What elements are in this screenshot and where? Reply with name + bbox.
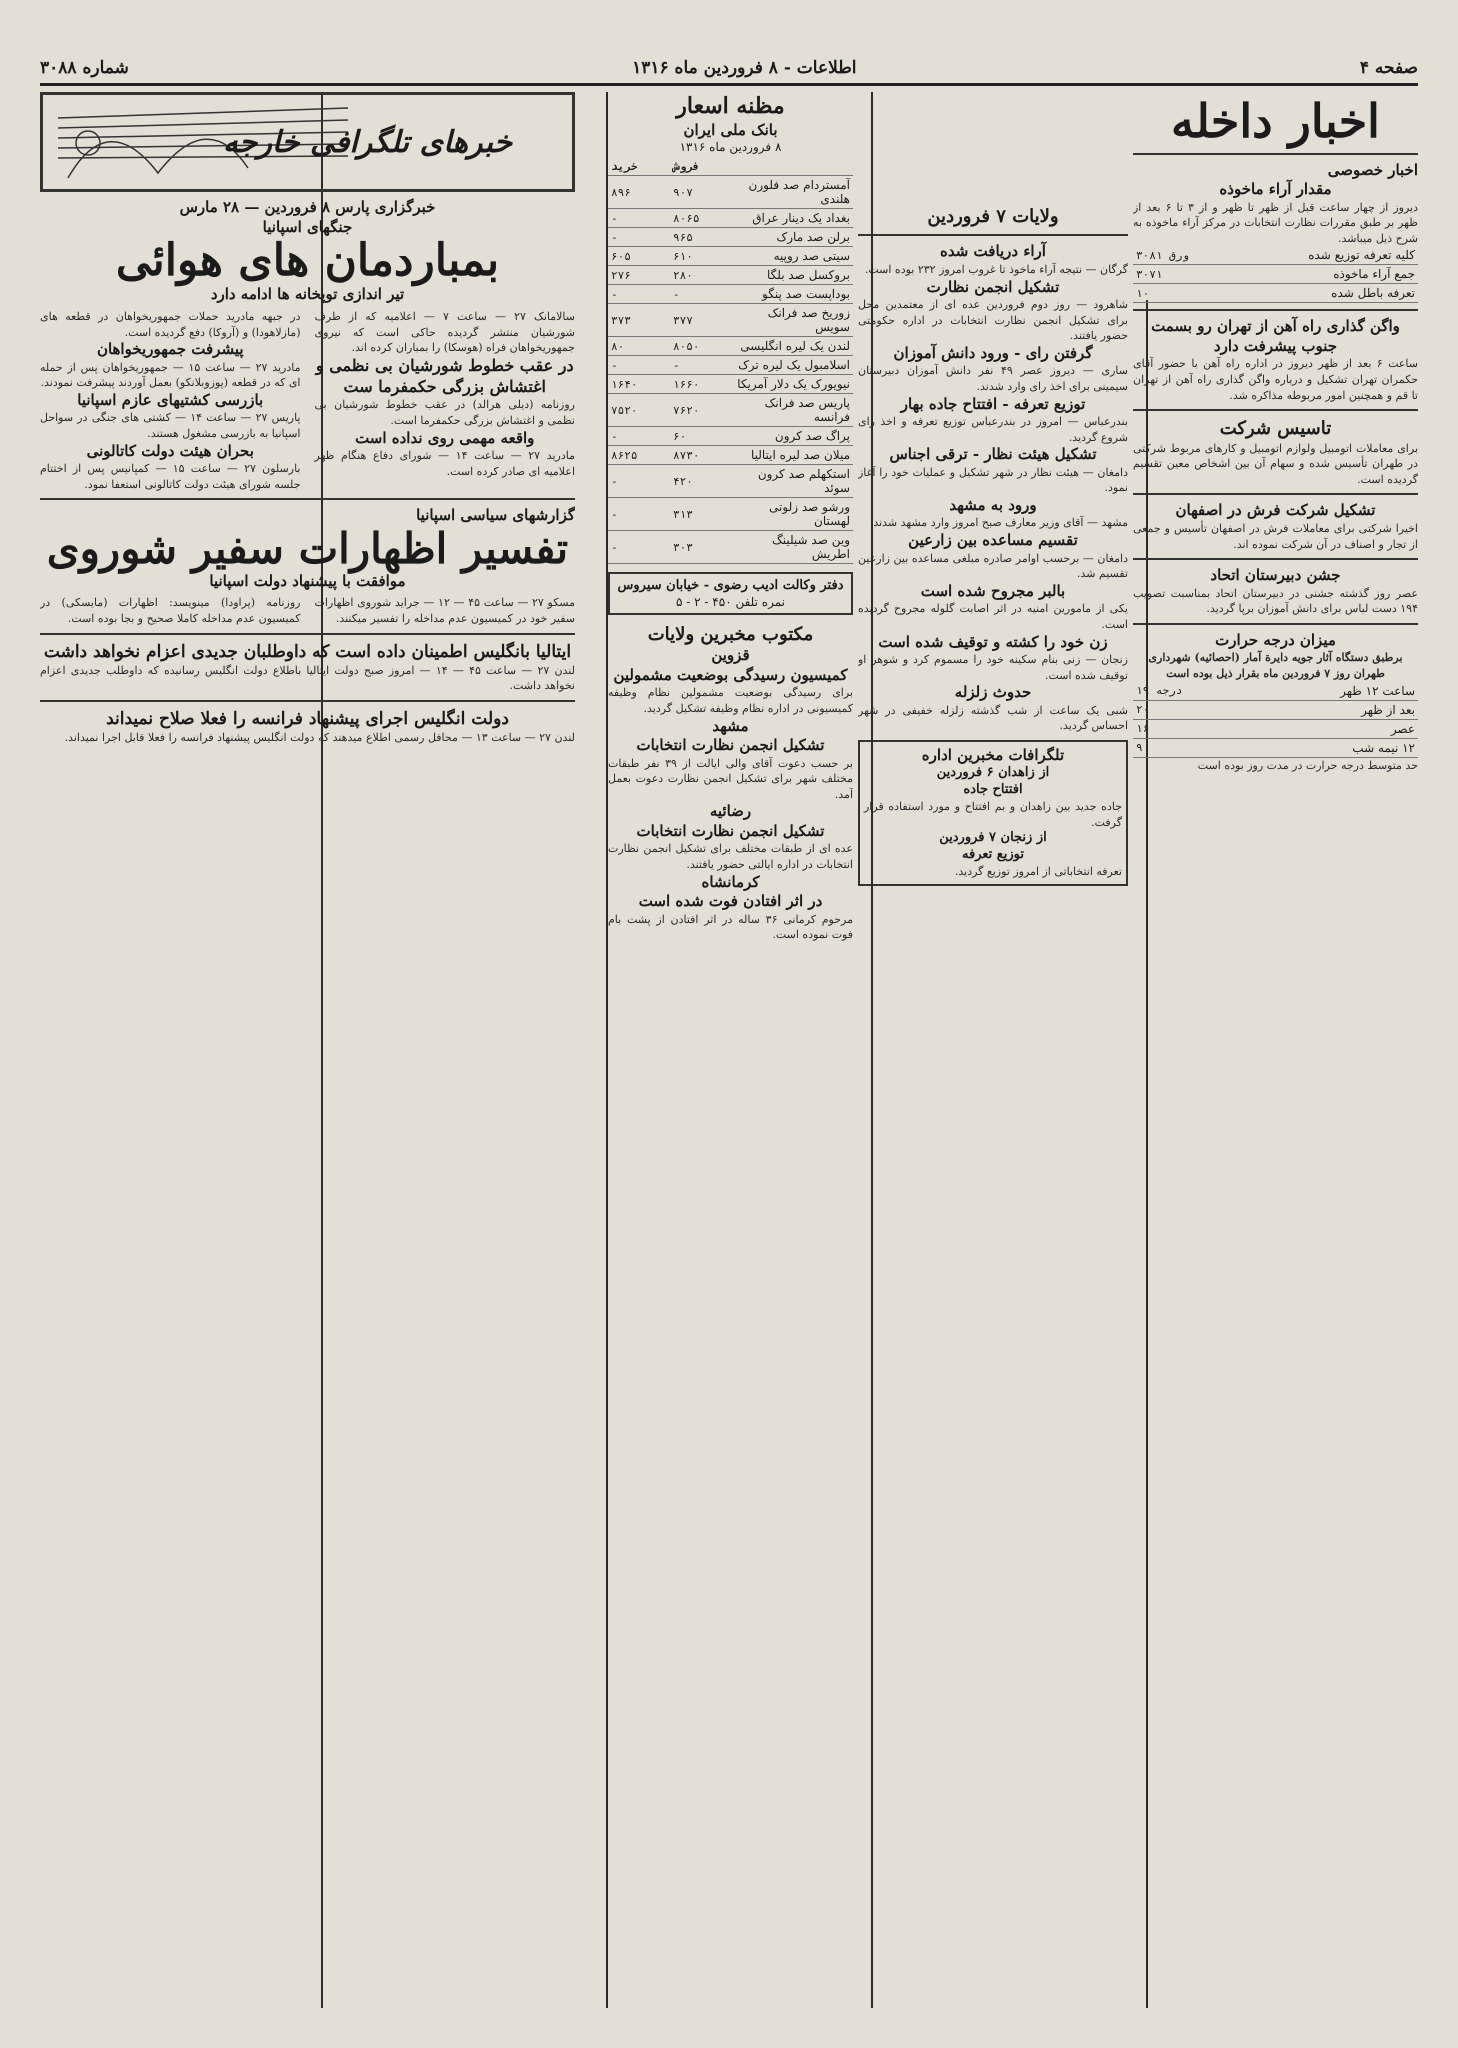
rezaieh-title: تشکیل انجمن نظارت انتخابات <box>636 821 825 840</box>
divider <box>1133 309 1418 311</box>
arrivals-body: مشهد — آقای وزیر معارف صبح امروز وارد مشهد شدند. <box>869 516 1128 530</box>
exchange-row: اسلامبول یک لیره ترک - - <box>608 356 853 375</box>
divider <box>1133 409 1418 411</box>
bombardment-body-2: در جبهه مادرید حملات جمهوریخواهان در قطعه های (مازلاهودا) و (آروکا) دفع گردیده است. <box>40 309 301 339</box>
exchange-row: پاریس صد فرانک فرانسه ۷۶۲۰ ۷۵۲۰ <box>608 394 853 427</box>
exchange-date: ۸ فروردین ماه ۱۳۱۶ <box>679 140 782 155</box>
agency-line: خبرگزاری پارس ۸ فروردین — ۲۸ مارس <box>179 198 436 216</box>
divider <box>1133 493 1418 495</box>
politics-title: گزارشهای سیاسی اسپانیا <box>416 506 575 525</box>
exchange-title: مظنه اسعار <box>676 93 785 119</box>
votes-body: دیروز از چهار ساعت قبل از ظهر تا ظهر و از ۳ تا ۶ بعد از ظهر بر طبق مقررات نظارت انتخابات در مرکز آراء ماخوذه به شرح ذیل میباشد. <box>1133 200 1418 245</box>
exchange-subtitle: بانک ملی ایران <box>683 120 778 139</box>
exchange-row: زوریخ صد فرانک سویس ۳۷۷ ۳۷۳ <box>608 304 853 337</box>
supervision-title: تشکیل انجمن نظارت <box>926 277 1060 296</box>
exchange-row: وین صد شیلینگ اطریش ۳۰۳ - <box>608 531 853 564</box>
catalonia-body: بارسلون ۲۷ — ساعت ۱۵ — کمپانیس پس از اختتام جلسه شورای هیئت دولت کاتالونی استعفا نمود. <box>40 462 301 491</box>
foreign-subcolumns-2 <box>40 595 575 626</box>
mashhad-title: تشکیل انجمن نظارت انتخابات <box>636 736 825 755</box>
exchange-row: بوداپست صد پنگو - - <box>608 285 853 304</box>
mashhad-dateline: مشهد <box>712 716 749 735</box>
qazvin-title: کمیسیون رسیدگی بوضعیت مشمولین <box>613 665 848 684</box>
mashhad-body: بر حسب دعوت آقای والی ایالت از ۳۹ نفر طبقات مختلف شهر برای تشکیل انجمن نظارت دعوت بعمل آمد. <box>608 756 853 801</box>
divider <box>858 234 1128 236</box>
republic-title: پیشرفت جمهوریخواهان <box>96 340 244 359</box>
table-row: تعرفه باطل شده ۱۰ <box>1133 284 1418 303</box>
table-row: کلیه تعرفه توزیع شده ۳۰۸۱ ورق <box>1133 246 1418 265</box>
railway-title: واگن گذاری راه آهن از تهران رو بسمت جنوب پیشرفت دارد <box>1151 317 1400 355</box>
soviet-body-2: روزنامه (پراودا) مینویسد: اظهارات (مایسکی) در کمیسیون عدم مداخله کاملا صحیح و بجا بوده است. <box>40 596 301 626</box>
telegrams-title: تلگرافات مخبرین اداره <box>921 745 1065 764</box>
school-title: جشن دبیرستان اتحاد <box>1210 566 1341 585</box>
zahedan-dateline: از زاهدان ۶ فروردین <box>936 765 1050 781</box>
weather-subtitle: برطبق دستگاه آثار جویه دایرة آمار (احصائیه) شهرداری طهران روز ۷ فروردین ماه بقرار ذیل بوده است <box>1148 651 1403 681</box>
exchange-row: نیویورک یک دلار آمریکا ۱۶۶۰ ۱۶۴۰ <box>608 375 853 394</box>
exchange-row: پراگ صد کرون ۶۰ - <box>608 427 853 446</box>
carpet-body: اخیرا شرکتی برای معاملات فرش در اصفهان تأسیس و جمعی از تجار و اصناف در آن شرکت نموده اند. <box>1133 521 1418 551</box>
divider <box>1133 623 1418 625</box>
domestic-masthead: اخبار داخله <box>1171 94 1380 148</box>
foreign-banner-title: خبرهای تلگرافی خارجه <box>222 124 513 160</box>
company-body: برای معاملات اتومبیل ولوازم اتومبیل و کارهای مربوط شرکتی در طهران تأسیس شده و سهام آن بین اشخاص معین تقسیم گردیده است. <box>1133 441 1418 486</box>
table-row: عصر ۱۶ <box>1133 719 1418 738</box>
headline-bombardment: بمباردمان های هوائی <box>115 235 500 286</box>
weather-footer: حد متوسط درجه حرارت در مدت روز بوده است <box>1197 758 1418 772</box>
exchange-row: بغداد یک دینار عراق ۸۰۶۵ - <box>608 209 853 228</box>
exchange-row: آمستردام صد فلورن هلندی ۹۰۷ ۸۹۶ <box>608 176 853 209</box>
carpet-title: تشکیل شرکت فرش در اصفهان <box>1175 501 1376 520</box>
arrivals-title: ورود به مشهد <box>949 495 1037 514</box>
qazvin-body: برای رسیدگی بوضعیت مشمولین نظام وظیفه کمیسیونی در اداره نظام وظیفه تشکیل گردید. <box>608 686 853 715</box>
running-header <box>40 52 1418 86</box>
table-header: فروش خرید <box>608 158 853 176</box>
exchange-row: سیتی صد روپیه ۶۱۰ ۶۰۵ <box>608 247 853 266</box>
important-title: واقعه مهمی روی نداده است <box>355 428 535 447</box>
exchange-row: برلن صد مارک ۹۶۵ - <box>608 228 853 247</box>
kermanshah-title: در اثر افتادن فوت شده است <box>638 892 823 911</box>
rezaieh-body: عده ای از طبقات مختلف برای تشکیل انجمن نظارت انتخابات در اداره ایالتی حضور یافتند. <box>608 842 853 872</box>
rezaieh-dateline: رضائیه <box>709 802 752 821</box>
rebels-body: روزنامه (دیلی هرالد) در عقب خطوط شورشیان بی نظمی و اغتشاش بزرگی حکمفرما است. <box>314 398 575 427</box>
kermanshah-body: مرحوم کرمانی ۳۶ ساله در اثر افتادن از پشت بام فوت نموده است. <box>608 912 853 942</box>
exchange-row: لندن یک لیره انگلیسی ۸۰۵۰ ۸۰ <box>608 337 853 356</box>
divider <box>1133 558 1418 560</box>
provinces-column <box>858 205 1128 2008</box>
suicide-title: زن خود را کشته و توقیف شده است <box>878 632 1108 651</box>
newspaper-date: اطلاعات - ۸ فروردین ماه ۱۳۱۶ <box>632 57 857 78</box>
votes-title: مقدار آراء ماخوذه <box>1219 180 1332 199</box>
table-row: ساعت ۱۲ ظهر ۱۹ درجه <box>1133 682 1418 701</box>
exchange-rows <box>608 176 853 564</box>
foreign-banner <box>40 92 575 192</box>
soviet-body: مسکو ۲۷ — ساعت ۴۵ — ۱۲ — جراید شوروی اظهارات سفیر خود در کمیسیون عدم مداخله را تفسیر میکنند. <box>314 596 575 626</box>
subhead-spain-proposal: موافقت با پیشنهاد دولت اسپانیا <box>209 571 406 590</box>
ballot-body: بندرعباس — امروز در بندرعباس توزیع تعرفه و اخذ رای شروع گردید. <box>858 415 1128 444</box>
quake-title: حدوث زلزله <box>954 683 1032 702</box>
exchange-row: ورشو صد زلوتی لهستان ۳۱۳ - <box>608 498 853 531</box>
foreign-subcolumns-1 <box>40 309 575 492</box>
table-row: بعد از ظهر ۲۰ <box>1133 700 1418 719</box>
exchange-table <box>608 158 853 564</box>
votes-received-title: آراء دریافت شده <box>940 242 1046 261</box>
subhead-artillery: تیر اندازی توپخانه ها ادامه دارد <box>210 285 405 304</box>
ballot-title: توزیع تعرفه - افتتاح جاده بهار <box>900 394 1086 413</box>
school-body: عصر روز گذشته جشنی در دبیرستان اتحاد بمناسبت تصویب ۱۹۴ دست لباس برای دانش آموزان برپا گردید. <box>1133 586 1418 616</box>
france-body: لندن ۲۷ — ساعت ۱۳ — محافل رسمی اطلاع میدهند که دولت انگلیس پیشنهاد فرانسه را فعلا قابل اجرا نمیداند. <box>64 731 575 745</box>
farmers-title: تقسیم مساعده بین زارعین <box>908 531 1078 550</box>
votes-received-body: گرگان — نتیجه آراء ماخوذ تا غروب امروز ۲۳۲ بوده است. <box>864 262 1128 276</box>
bombardment-body: سالامانک ۲۷ — ساعت ۷ — اعلامیه که از طرف شورشیان منتشر گردیده حاکی است که نیروی جمهوریخواهان فراه (هوسکا) را بمباران کرده اند. <box>314 309 575 355</box>
telegrams-box <box>858 740 1128 886</box>
zanjan-dateline: از زنجان ۷ فروردین <box>939 830 1047 846</box>
office-title: دفتر وکالت ادیب رضوی - خیابان سیروس <box>617 578 844 594</box>
farmers-body: دامغان — برحسب اوامر صادره مبلغی مساعده بین زارعین تقسیم شد. <box>858 551 1128 581</box>
quake-body: شبی یک ساعت از شب گذشته زلزله خفیفی در شهر احساس گردید. <box>858 703 1128 733</box>
supervision-body: شاهرود — روز دوم فروردین عده ای از معتمدین محل برای تشکیل انجمن نظارت انتخابات در اداره حکومتی حضور یافتند. <box>858 298 1128 343</box>
france-title: دولت انگلیس اجرای پیشنهاد فرانسه را فعلا صلاح نمیداند <box>106 708 509 729</box>
qazvin-dateline: قزوین <box>711 646 750 665</box>
students-title: گرفتن رای - ورود دانش آموزان <box>893 343 1093 362</box>
oversight-title: تشکیل هیئت نظار - ترقی اجناس <box>889 445 1097 464</box>
special-news-title: اخبار خصوصی <box>1327 160 1418 179</box>
exchange-row: استکهلم صد کرون سوئد ۴۲۰ - <box>608 465 853 498</box>
divider <box>40 633 575 635</box>
divider <box>40 498 575 500</box>
injured-body: یکی از مامورین امنیه در اثر اصابت گلوله مجروح گردیده است. <box>858 602 1128 631</box>
italy-body: لندن ۲۷ — ساعت ۴۵ — ۱۴ — امروز صبح دولت ایتالیا باطلاع دولت انگلیس رسانیده که داوطلب جدیدی اعزام نخواهد داشت. <box>40 663 575 693</box>
italy-title: ایتالیا بانگلیس اطمینان داده است که داوطلبان جدیدی اعزام نخواهد داشت <box>43 641 572 662</box>
spain-wars-label: جنگهای اسپانیا <box>262 217 353 236</box>
foreign-column <box>40 92 575 2008</box>
exchange-row: بروکسل صد بلگا ۲۸۰ ۲۷۶ <box>608 266 853 285</box>
divider <box>40 700 575 702</box>
oversight-body: دامغان — هیئت نظار در شهر تشکیل و عملیات خود را آغاز نمود. <box>858 465 1128 495</box>
table-row: جمع آراء ماخوذه ۳۰۷۱ <box>1133 265 1418 284</box>
headline-soviet: تفسیر اظهارات سفیر شوروی <box>46 523 569 573</box>
exchange-column <box>608 92 853 2008</box>
catalonia-title: بحران هیئت دولت کاتالونی <box>86 441 254 460</box>
office-phone: نمره تلفن ۴۵۰ - ۲ - ۵ <box>676 594 785 609</box>
divider <box>1133 153 1418 155</box>
zahedan-body: جاده جدید بین زاهدان و بم افتتاح و مورد استفاده قرار گرفت. <box>864 800 1122 829</box>
students-body: ساری — دیروز عصر ۴۹ نفر دانش آموزان دبیرستان سیمینی برای اخذ رای وارد شدند. <box>858 364 1128 393</box>
ships-body: پاریس ۲۷ — ساعت ۱۴ — کشتی های جنگی در سواحل اسپانیا به بازرسی مشغول هستند. <box>40 411 301 440</box>
exchange-row: میلان صد لیره ایتالیا ۸۷۳۰ ۸۶۲۵ <box>608 446 853 465</box>
issue-number: شماره ۳۰۸۸ <box>40 57 129 78</box>
injured-title: بالبر مجروح شده است <box>920 581 1066 600</box>
kermanshah-dateline: کرمانشاه <box>701 872 760 891</box>
zahedan-title: افتتاح جاده <box>963 782 1023 798</box>
domestic-column <box>1133 92 1418 2008</box>
ships-title: بازرسی کشتیهای عازم اسپانیا <box>77 390 264 409</box>
page-number: صفحه ۴ <box>1359 57 1418 78</box>
weather-table <box>1133 682 1418 758</box>
weather-title: میزان درجه حرارت <box>1215 630 1336 649</box>
zanjan-body: تعرفه انتخاباتی از امروز توزیع گردید. <box>954 865 1122 879</box>
republic-body: مادرید ۲۷ — ساعت ۱۵ — جمهوریخواهان پس از حمله ای که در قطعه (پوزوبلانکو) بعمل آوردند پیشرفت نمودند. <box>40 360 301 390</box>
zanjan-title: توزیع تعرفه <box>962 847 1024 863</box>
suicide-body: زنجان — زنی بنام سکینه خود را مسموم کرد و شوهر او توقیف شده است. <box>858 653 1128 682</box>
provinces-title: ولایات ۷ فروردین <box>927 206 1059 227</box>
rebels-title: در عقب خطوط شورشیان بی نظمی و اغتشاش بزرگی حکمفرما ست <box>315 355 574 396</box>
office-ad <box>608 572 853 615</box>
votes-table <box>1133 246 1418 303</box>
table-row: ۱۲ نیمه شب ۹ <box>1133 738 1418 757</box>
railway-body: ساعت ۶ بعد از ظهر دیروز در اداره راه آهن با حضور آقای حکمران تهران تشکیل و درباره واگن گذاری راه آهن از تهران تا قم و همچنین امور مربوطه مذاکره شد. <box>1133 357 1418 402</box>
correspondents-title: مکتوب مخبرین ولایات <box>647 623 814 645</box>
important-body: مادرید ۲۷ — ساعت ۱۴ — شورای دفاع هنگام ظهر اعلامیه ای صادر کرده است. <box>314 449 575 478</box>
company-title: تاسیس شرکت <box>1219 418 1332 440</box>
